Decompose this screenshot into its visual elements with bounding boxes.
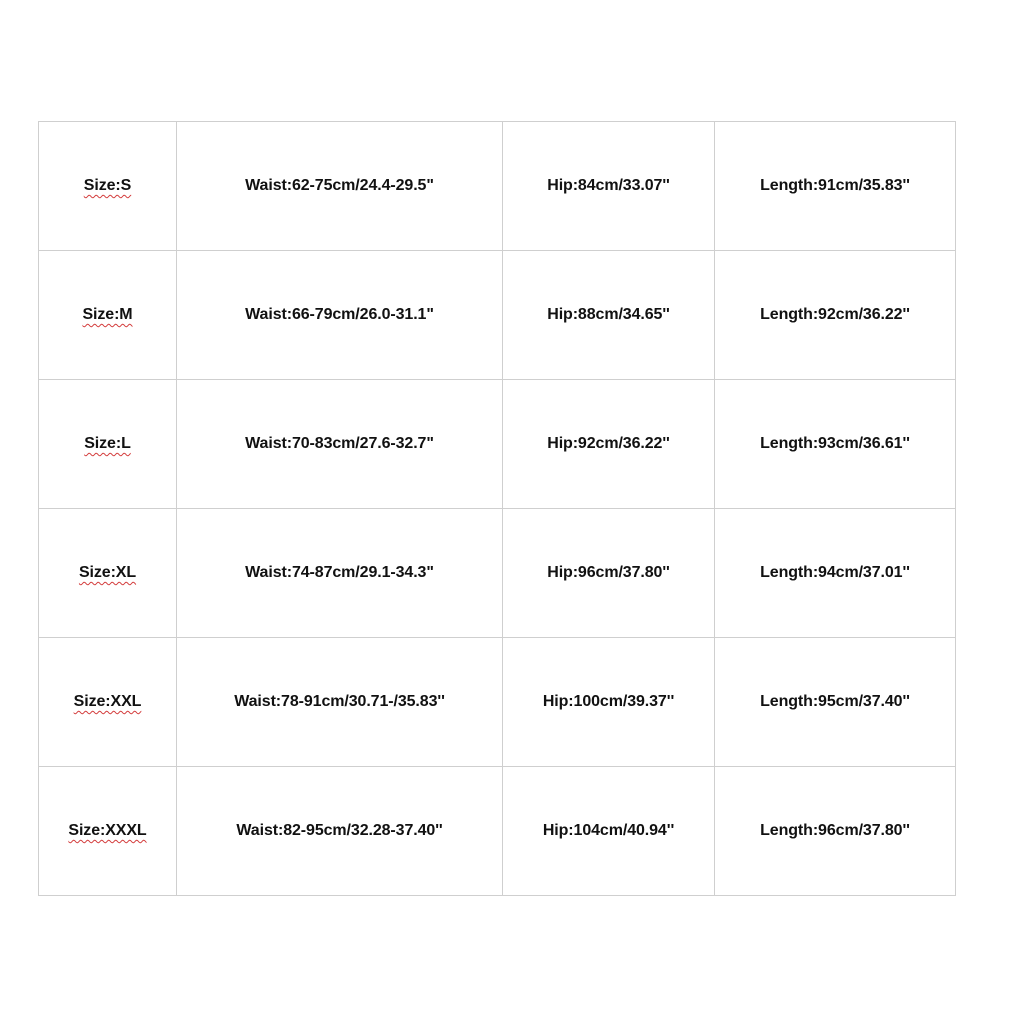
length-cell: Length:92cm/36.22'' [715, 251, 956, 380]
waist-cell: Waist:78-91cm/30.71-/35.83'' [177, 638, 503, 767]
waist-cell: Waist:74-87cm/29.1-34.3" [177, 509, 503, 638]
size-cell [39, 122, 177, 251]
size-cell [39, 638, 177, 767]
size-label: Size:S [83, 177, 132, 194]
waist-cell: Waist:70-83cm/27.6-32.7" [177, 380, 503, 509]
table-row [39, 380, 956, 509]
size-cell [39, 251, 177, 380]
hip-cell: Hip:100cm/39.37'' [503, 638, 715, 767]
length-cell: Length:95cm/37.40'' [715, 638, 956, 767]
size-label: Size:XXL [73, 693, 142, 710]
waist-cell: Waist:82-95cm/32.28-37.40'' [177, 767, 503, 896]
hip-cell: Hip:96cm/37.80'' [503, 509, 715, 638]
table-row [39, 767, 956, 896]
length-cell: Length:91cm/35.83'' [715, 122, 956, 251]
hip-cell: Hip:104cm/40.94'' [503, 767, 715, 896]
size-label: Size:M [82, 306, 133, 323]
table-row [39, 509, 956, 638]
size-chart-table [38, 121, 956, 896]
waist-cell: Waist:62-75cm/24.4-29.5" [177, 122, 503, 251]
hip-cell: Hip:84cm/33.07'' [503, 122, 715, 251]
hip-cell: Hip:88cm/34.65'' [503, 251, 715, 380]
table-row [39, 122, 956, 251]
length-cell: Length:94cm/37.01'' [715, 509, 956, 638]
length-cell: Length:93cm/36.61'' [715, 380, 956, 509]
size-label: Size:L [84, 435, 131, 452]
waist-cell: Waist:66-79cm/26.0-31.1" [177, 251, 503, 380]
size-cell [39, 380, 177, 509]
size-cell [39, 509, 177, 638]
size-label: Size:XL [78, 564, 137, 581]
table-row [39, 638, 956, 767]
size-label: Size:XXXL [68, 822, 147, 839]
size-cell [39, 767, 177, 896]
hip-cell: Hip:92cm/36.22'' [503, 380, 715, 509]
table-row [39, 251, 956, 380]
length-cell: Length:96cm/37.80'' [715, 767, 956, 896]
